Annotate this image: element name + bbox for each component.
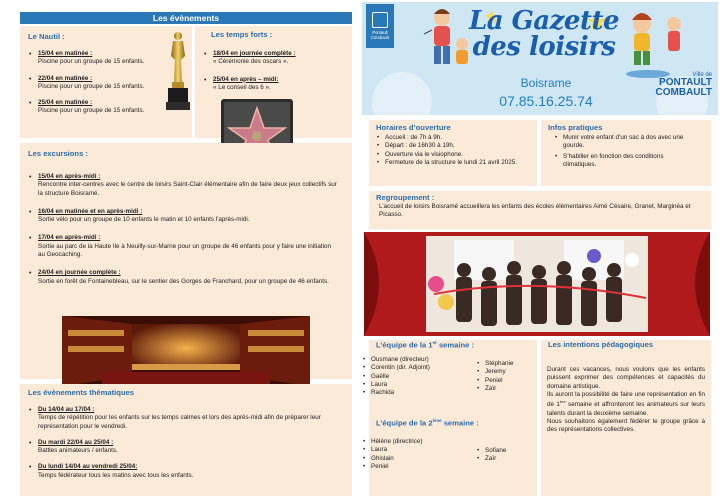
equipe1-member: • Peniel [477, 377, 537, 385]
equipe1-member: • Ousmane (directeur) [363, 356, 463, 364]
gazette-header [362, 2, 718, 115]
equipe1-member: • Laura [363, 381, 463, 389]
equipe1-member: • Rachida [363, 389, 463, 397]
horaire-item: • Accueil : de 7h à 9h. [377, 134, 527, 142]
group-photo [364, 232, 710, 336]
theater-photo [62, 316, 310, 386]
equipe2-member: • Peniel [363, 463, 463, 471]
horaire-item: • Fermeture de la structure le lundi 21 avril 2025. [377, 159, 527, 167]
kids-illustration-right [618, 2, 692, 80]
infos-panel [541, 120, 711, 186]
intentions-p2: Ils auront la possibilité de faire une représentation en fin de 1ère semaine et affronteront les animateurs sur leurs talents durant la deuxième semaine. [547, 390, 706, 417]
phone-number: 07.85.16.25.74 [499, 93, 593, 109]
events-banner: Les évènements [20, 12, 352, 24]
equipe2-member: • Sofiane [477, 447, 537, 455]
regroupement-text: L’accueil de loisirs Boisramé accueillera les enfants des écoles élémentaires Aimé Césaire, Granet, Marginéa et Picasso. [379, 203, 691, 219]
excursions-title: Les excursions : [28, 149, 88, 158]
excursion-item: • 16/04 en matinée et en après-midi : Sortie vélo pour un groupe de 10 enfants le matin et 10 enfants l'après-midi. [29, 208, 339, 225]
nautil-item: • 25/04 en matinée : Piscine pour un groupe de 15 enfants. [29, 99, 179, 116]
excursion-item: • 15/04 en après-midi : Rencontre inter-centres avec le centre de loisirs Saint-Clair élémentaire afin de faire deux jeux collectifs sur la structure Boisramé. [29, 173, 339, 198]
horaires-title: Horaires d’ouverture [376, 123, 451, 132]
excursion-item: • 24/04 en journée complète : Sortie en forêt de Fontainebleau, sur le sentier des Gorges de Franchard, pour un groupe de 46 enfants. [29, 269, 339, 286]
equipe2-title: L’équipe de la 2ème semaine : [376, 418, 479, 428]
site-name: Boisrame [520, 76, 572, 90]
horaires-panel [369, 120, 537, 186]
nautil-item: • 15/04 en matinée : Piscine pour un groupe de 15 enfants. [29, 50, 179, 67]
equipe2-member: • Ghislain [363, 455, 463, 463]
thematique-item: • Du 14/04 au 17/04 : Temps de répétition pour les enfants sur les temps calmes et lors des après-midi afin de préparer leur représentation pour le vendredi. [29, 406, 344, 431]
city-logo: Pontault Combault [366, 4, 394, 48]
city-label: Ville de PONTAULT COMBAULT [655, 72, 712, 98]
equipe2-member: • Zaïr [477, 455, 537, 463]
oscar-statue-icon [164, 30, 192, 112]
equipe1-title: L’équipe de la 1er semaine : [376, 340, 474, 350]
horaire-item: • Départ : de 16h30 à 19h. [377, 142, 527, 150]
temps-fort-item: • 25/04 en après – midi: « Le conseil des 6 ». [204, 76, 349, 93]
nautil-title: Le Nautil : [28, 32, 65, 41]
thematiques-panel [20, 384, 352, 496]
horaire-item: • Ouverture via le visiophone. [377, 151, 527, 159]
temps-forts-title: Les temps forts : [211, 30, 273, 39]
intentions-p1: Durant ces vacances, nous voulons que les enfants puissent exprimer des compétences et capacités du domaine artistique. [547, 366, 705, 390]
intentions-title: Les intentions pédagogiques [548, 340, 654, 349]
regroupement-panel [369, 191, 711, 229]
equipe2-member: • Laura [363, 446, 463, 454]
nautil-item: • 22/04 en matinée : Piscine pour un groupe de 15 enfants. [29, 75, 179, 92]
info-item: • Munir votre enfant d’un sac à dos avec une gourde. [555, 134, 695, 151]
intentions-panel [541, 340, 711, 496]
excursion-item: • 17/04 en après-midi : Sortie au parc de la Haute Ile à Neuilly-sur-Marne pour un groupe de 46 enfants pour y faire une initiation au Geocaching. [29, 234, 339, 259]
thematique-item: • Du lundi 14/04 au vendredi 25/04: Temps fédérateur tous les matins avec tous les enfants. [29, 463, 344, 480]
equipe2-member: • Hélène (directrice) [363, 438, 463, 446]
thematique-item: • Du mardi 22/04 au 25/04 : Battles animateurs / enfants. [29, 439, 344, 456]
thematiques-title: Les évènements thématiques [28, 388, 134, 397]
regroupement-title: Regroupement : [376, 193, 435, 202]
info-item: • S’habiller en fonction des conditions climatiques. [555, 153, 695, 170]
equipe-panel [369, 340, 537, 496]
equipe1-member: • Jeremy [477, 368, 537, 376]
infos-title: Infos pratiques [548, 123, 603, 132]
intentions-p3: Nous souhaitons également fédérer le groupe grâce à des représentations collectives. [547, 417, 705, 434]
equipe1-member: • Gaëlle [363, 373, 463, 381]
equipe1-member: • Corentin (dir. Adjoint) [363, 364, 463, 372]
equipe1-member: • Zaïr [477, 385, 537, 393]
temps-fort-item: • 18/04 en journée complète : « Cérémonie des oscars ». [204, 50, 349, 67]
gazette-title: La Gazette des loisirs [468, 6, 620, 62]
equipe1-member: • Stéphanie [477, 360, 537, 368]
